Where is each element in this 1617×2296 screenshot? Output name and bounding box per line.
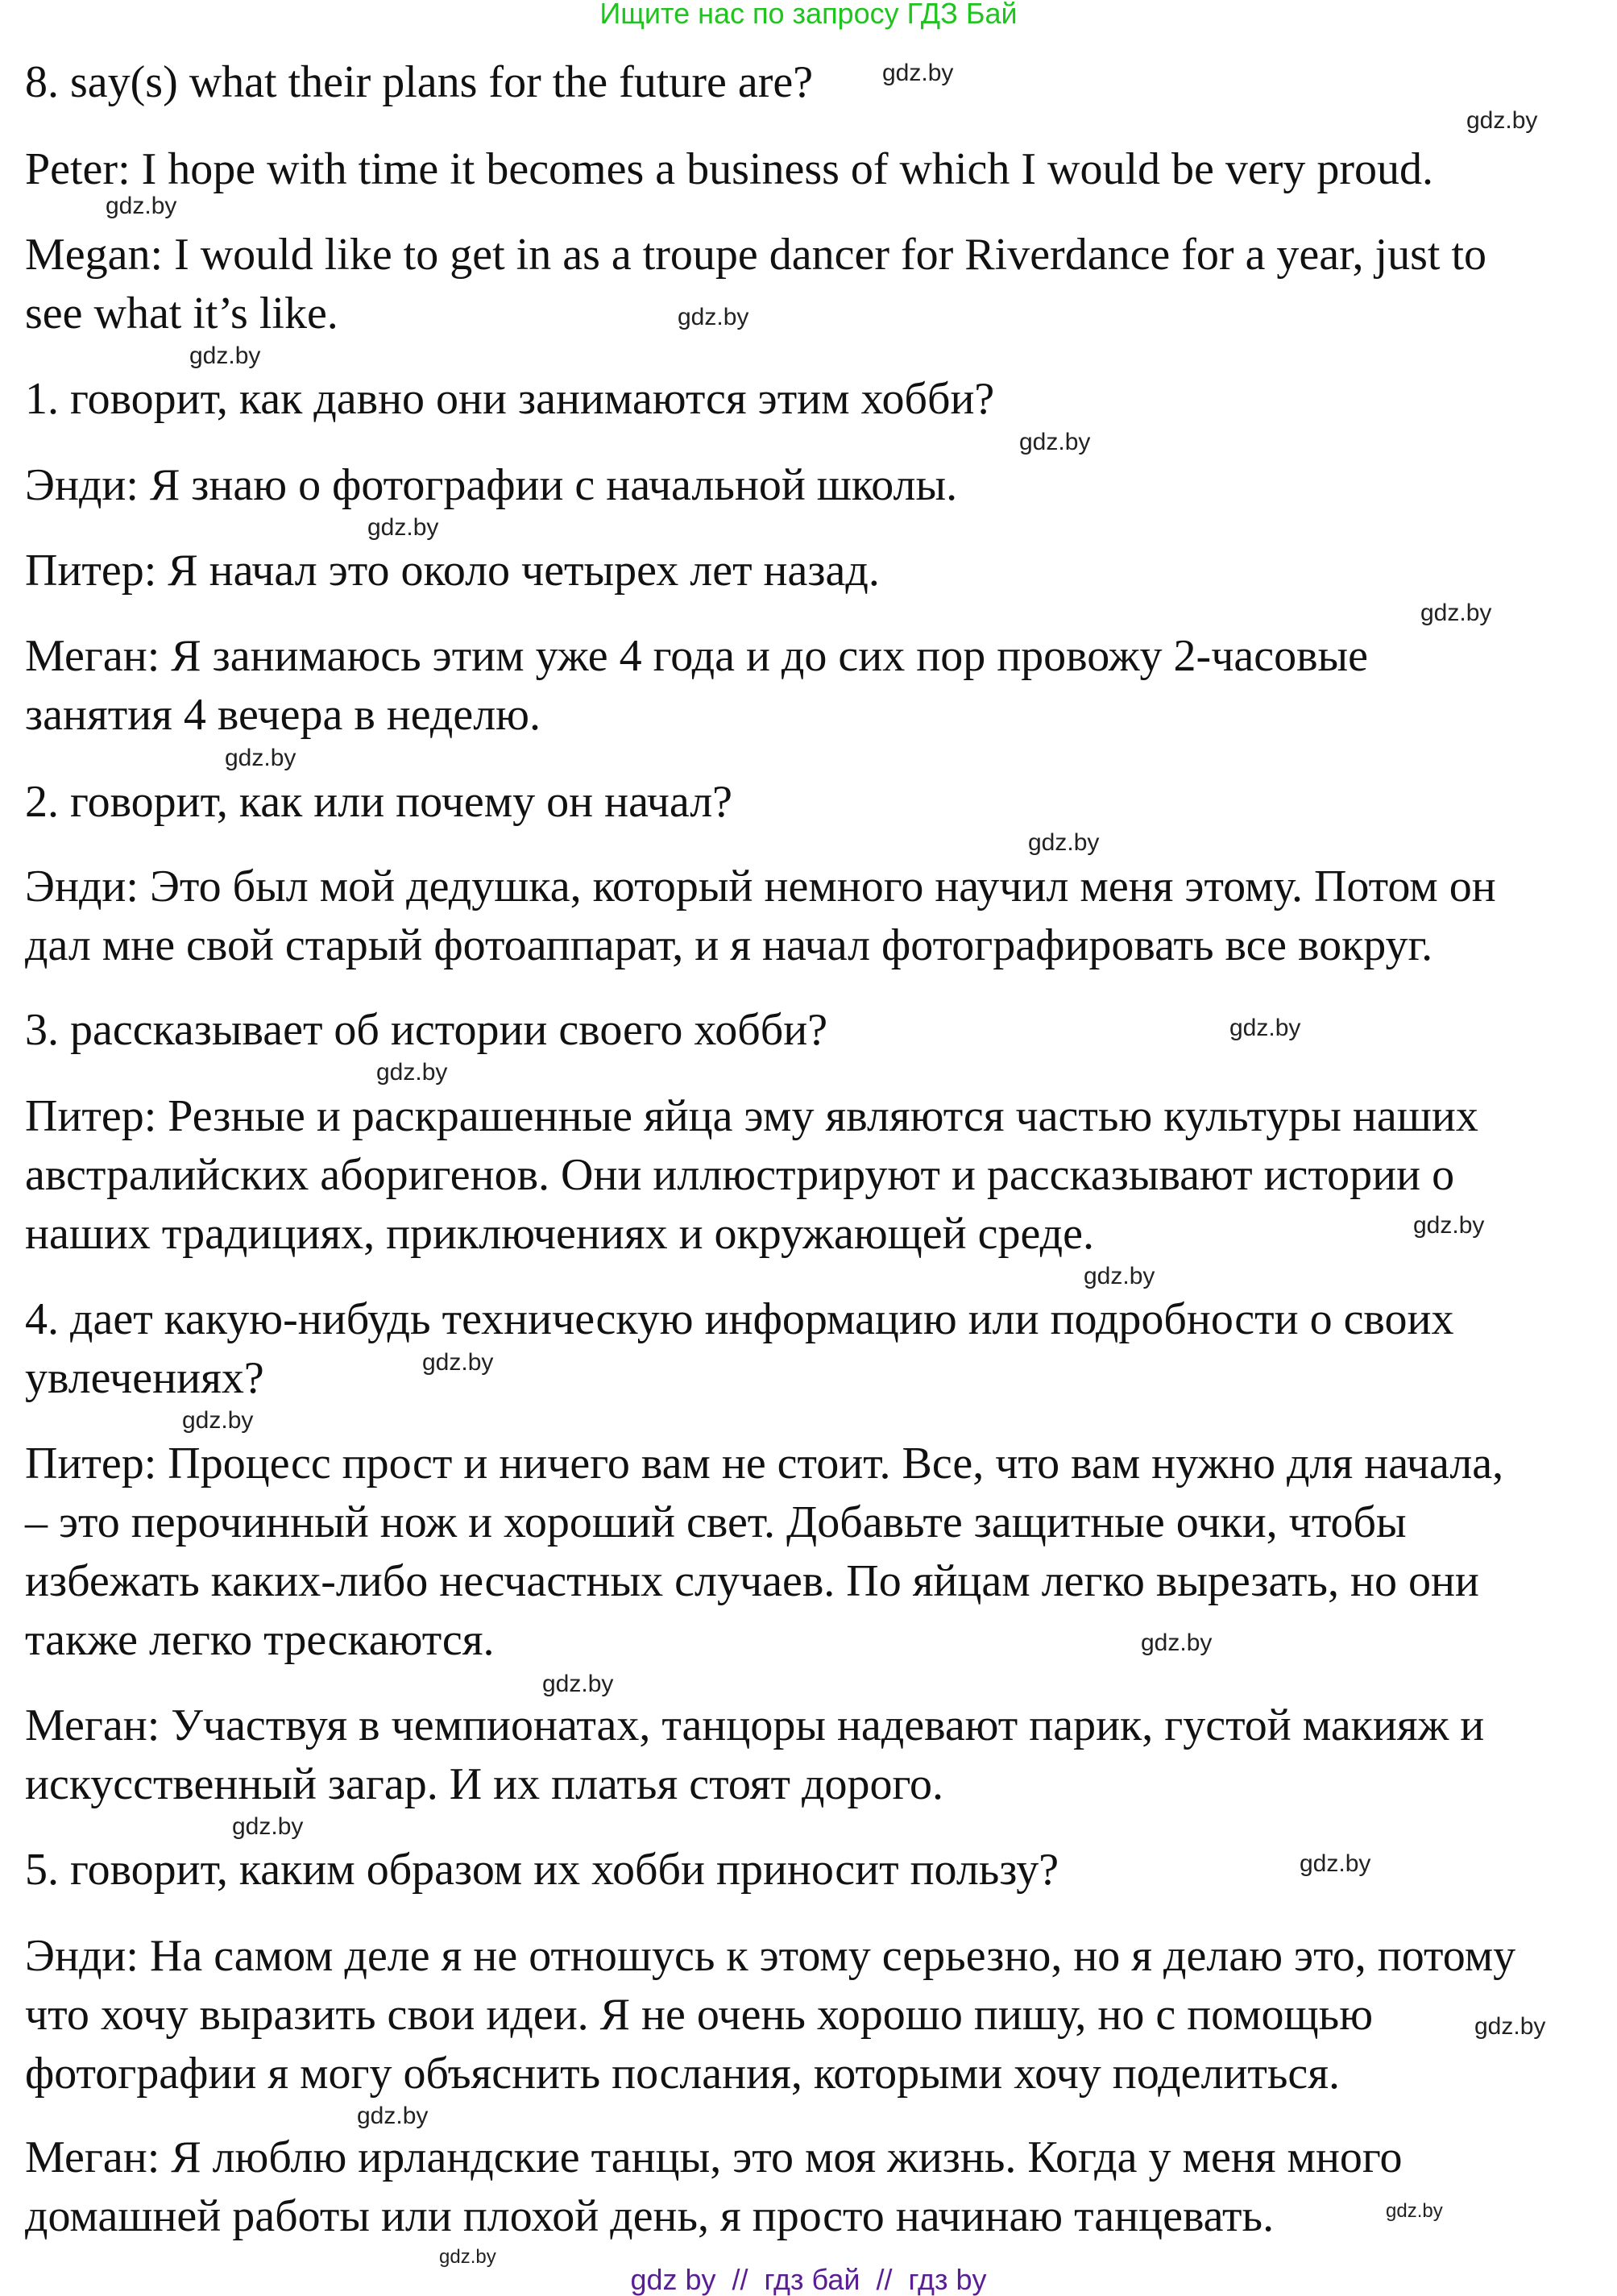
text-line: 4. дает какую-нибудь техническую информацию или подробности о своих <box>25 1294 1454 1344</box>
text-line: Меган: Я люблю ирландские танцы, это моя жизнь. Когда у меня много <box>25 2132 1403 2182</box>
text-line: занятия 4 вечера в неделю. <box>25 690 541 740</box>
watermark: gdz.by <box>1466 107 1538 134</box>
text-line: увлечениях? <box>25 1353 264 1403</box>
footer-banner <box>0 2265 1617 2295</box>
watermark: gdz.by <box>1413 1212 1485 1239</box>
text-line: Питер: Процесс прост и ничего вам не стоит. Все, что вам нужно для начала, <box>25 1439 1504 1488</box>
watermark: gdz.by <box>367 514 439 541</box>
text-line: 5. говорит, каким образом их хобби приносит пользу? <box>25 1845 1059 1895</box>
footer-text: gdz by // гдз бай // гдз by <box>630 2263 987 2296</box>
watermark: gdz.by <box>882 60 954 86</box>
text-line: 8. say(s) what their plans for the future are? <box>25 57 814 107</box>
watermark: gdz.by <box>1420 600 1492 626</box>
text-line: Энди: На самом деле я не отношусь к этому серьезно, но я делаю это, потому <box>25 1931 1516 1981</box>
text-line: Энди: Я знаю о фотографии с начальной школы. <box>25 460 958 510</box>
text-line: также легко трескаются. <box>25 1615 495 1665</box>
watermark: gdz.by <box>189 343 261 369</box>
text-line: фотографии я могу объяснить послания, которыми хочу поделиться. <box>25 2049 1341 2099</box>
text-line: Меган: Я занимаюсь этим уже 4 года и до сих пор провожу 2-часовые <box>25 631 1368 681</box>
watermark: gdz.by <box>106 193 177 219</box>
watermark: gdz.by <box>678 304 749 330</box>
watermark: gdz.by <box>225 745 296 771</box>
text-line: Megan: I would like to get in as a troupe dancer for Riverdance for a year, just to <box>25 230 1487 280</box>
watermark: gdz.by <box>422 1349 494 1376</box>
text-line: избежать каких-либо несчастных случаев. По яйцам легко вырезать, но они <box>25 1556 1479 1606</box>
text-line: искусственный загар. И их платья стоят дорого. <box>25 1759 944 1809</box>
watermark: gdz.by <box>1386 2200 1443 2222</box>
text-line: Меган: Участвуя в чемпионатах, танцоры надевают парик, густой макияж и <box>25 1700 1485 1750</box>
text-line: австралийских аборигенов. Они иллюстрируют и рассказывают истории о <box>25 1150 1455 1200</box>
watermark: gdz.by <box>1229 1015 1301 1041</box>
text-line: домашней работы или плохой день, я просто начинаю танцевать. <box>25 2191 1275 2241</box>
text-line: 3. рассказывает об истории своего хобби? <box>25 1005 828 1055</box>
watermark: gdz.by <box>1084 1263 1155 1289</box>
text-line: наших традициях, приключениях и окружающей среде. <box>25 1209 1094 1259</box>
header-banner: Ищите нас по запросу ГДЗ Бай <box>599 0 1018 30</box>
watermark: gdz.by <box>439 2246 496 2268</box>
watermark: gdz.by <box>1300 1850 1371 1877</box>
text-line: Питер: Я начал это около четырех лет назад. <box>25 546 880 596</box>
watermark: gdz.by <box>232 1813 304 1840</box>
watermark: gdz.by <box>357 2103 429 2129</box>
text-line: – это перочинный нож и хороший свет. Добавьте защитные очки, чтобы <box>25 1497 1407 1547</box>
text-line: see what it’s like. <box>25 289 338 338</box>
watermark: gdz.by <box>1028 829 1100 856</box>
watermark: gdz.by <box>1019 429 1091 455</box>
watermark: gdz.by <box>376 1059 448 1086</box>
text-line: Энди: Это был мой дедушка, который немного научил меня этому. Потом он <box>25 862 1496 911</box>
watermark: gdz.by <box>542 1671 614 1697</box>
watermark: gdz.by <box>182 1407 254 1434</box>
text-line: дал мне свой старый фотоаппарат, и я начал фотографировать все вокруг. <box>25 920 1433 970</box>
text-line: Питер: Резные и раскрашенные яйца эму являются частью культуры наших <box>25 1091 1478 1141</box>
text-line: 2. говорит, как или почему он начал? <box>25 777 733 827</box>
text-line: 1. говорит, как давно они занимаются этим хобби? <box>25 374 995 424</box>
text-line: Peter: I hope with time it becomes a business of which I would be very proud. <box>25 144 1434 194</box>
watermark: gdz.by <box>1141 1630 1213 1656</box>
watermark: gdz.by <box>1474 2013 1546 2040</box>
text-line: что хочу выразить свои идеи. Я не очень хорошо пишу, но с помощью <box>25 1990 1374 2040</box>
